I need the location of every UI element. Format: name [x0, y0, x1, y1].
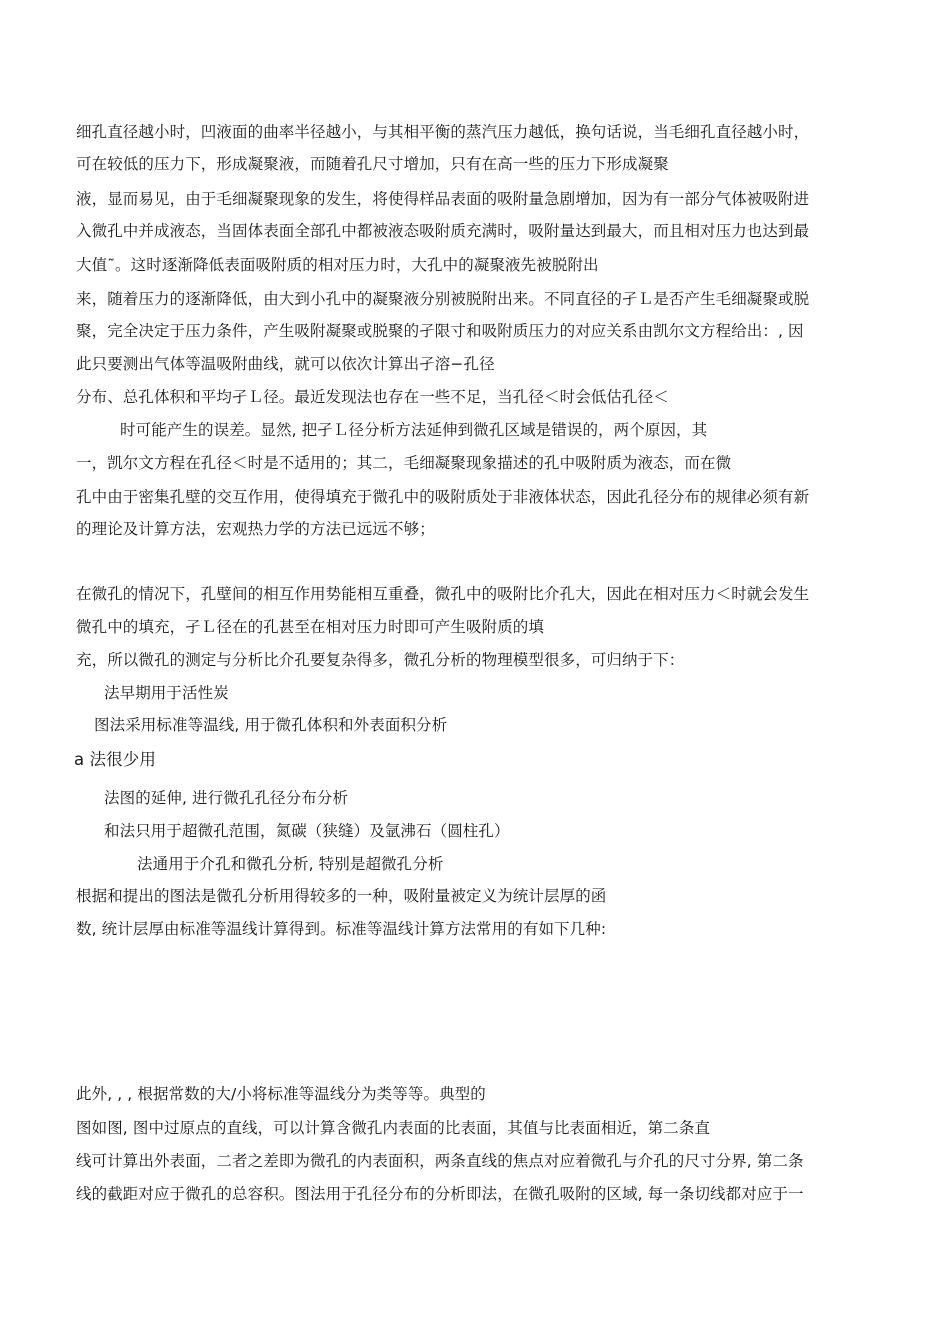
text-line: 孔中由于密集孔壁的交互作用，使得填充于微孔中的吸附质处于非液体状态，因此孔径分布的规律必须有新	[76, 488, 810, 506]
list-item: 法图的延伸, 进行微孔孔径分布分析	[104, 789, 349, 807]
text-line: 聚，完全决定于压力条件，产生吸附凝聚或脱聚的孑限寸和吸附质压力的对应关系由凯尔文方程给出：, 因	[76, 322, 804, 340]
text-line: 充，所以微孔的测定与分析比介孔要复杂得多，微孔分析的物理模型很多，可归纳于下：	[76, 651, 685, 669]
text-line: 分布、总孔体积和平均孑Ｌ径。最近发现法也存在一些不足，当孔径＜时会低估孔径＜	[76, 388, 669, 406]
text-line: 在微孔的情况下，孔壁间的相互作用势能相互重叠，微孔中的吸附比介孔大，因此在相对压力＜时就会发生	[76, 585, 810, 603]
text-line: 一，凯尔文方程在孔径＜时是不适用的；其二，毛细凝聚现象描述的孔中吸附质为液态，而在微	[76, 454, 732, 472]
text-line: 大值˜。这时逐渐降低表面吸附质的相对压力时，大孔中的凝聚液先被脱附出	[76, 256, 599, 274]
text-line: 线可计算出外表面，二者之差即为微孔的内表面积，两条直线的焦点对应着微孔与介孔的尺寸分界, 第二条	[76, 1152, 804, 1170]
text-line: 根据和提出的图法是微孔分析用得较多的一种，吸附量被定义为统计层厚的函	[76, 887, 607, 905]
text-line: 的理论及计算方法，宏观热力学的方法已远远不够；	[76, 520, 435, 538]
text-line: 入微孔中并成液态，当固体表面全部孔中都被液态吸附质充满时，吸附量达到最大，而且相对压力也达到最	[76, 222, 810, 240]
text-line: 来，随着压力的逐渐降低，由大到小孔中的凝聚液分别被脱附出来。不同直径的孑Ｌ是否产生毛细凝聚或脱	[76, 290, 810, 308]
text-line: 数, 统计层厚由标准等温线计算得到。标准等温线计算方法常用的有如下几种:	[76, 920, 607, 938]
text-line: 液，显而易见，由于毛细凝聚现象的发生，将使得样品表面的吸附量急剧增加，因为有一部分气体被吸附进	[76, 190, 810, 208]
text-line: 细孔直径越小时，凹液面的曲率半径越小，与其相平衡的蒸汽压力越低，换句话说，当毛细孔直径越小时，	[76, 123, 810, 141]
text-line: 此只要测出气体等温吸附曲线，就可以依次计算出孑溶−孔径	[76, 355, 495, 373]
list-item: 法通用于介孔和微孔分析, 特别是超微孔分析	[137, 855, 444, 873]
text-line: 微孔中的填充，孑Ｌ径在的孔甚至在相对压力时即可产生吸附质的填	[76, 618, 545, 636]
list-item: 法早期用于活性炭	[104, 684, 229, 702]
text-line: 此外, , , 根据常数的大/小将标准等温线分为类等等。典型的	[76, 1085, 486, 1103]
list-item: a 法很少用	[74, 750, 156, 769]
text-line: 可在较低的压力下，形成凝聚液，而随着孔尺寸增加，只有在高一些的压力下形成凝聚	[76, 155, 669, 173]
text-line: 图如图, 图中过原点的直线，可以计算含微孔内表面的比表面，其值与比表面相近，第二条直	[76, 1119, 711, 1137]
text-line: 线的截距对应于微孔的总容积。图法用于孔径分布的分析即法，在微孔吸附的区域, 每一条切线都对应于一	[76, 1185, 804, 1203]
list-item: 和法只用于超微孔范围，氮碳（狭缝）及氩沸石（圆柱孔）	[104, 822, 510, 840]
text-line: 时可能产生的误差。显然, 把孑Ｌ径分析方法延伸到微孔区域是错误的，两个原因，其	[120, 421, 708, 439]
list-item: 图法采用标准等温线, 用于微孔体积和外表面积分析	[94, 716, 448, 734]
